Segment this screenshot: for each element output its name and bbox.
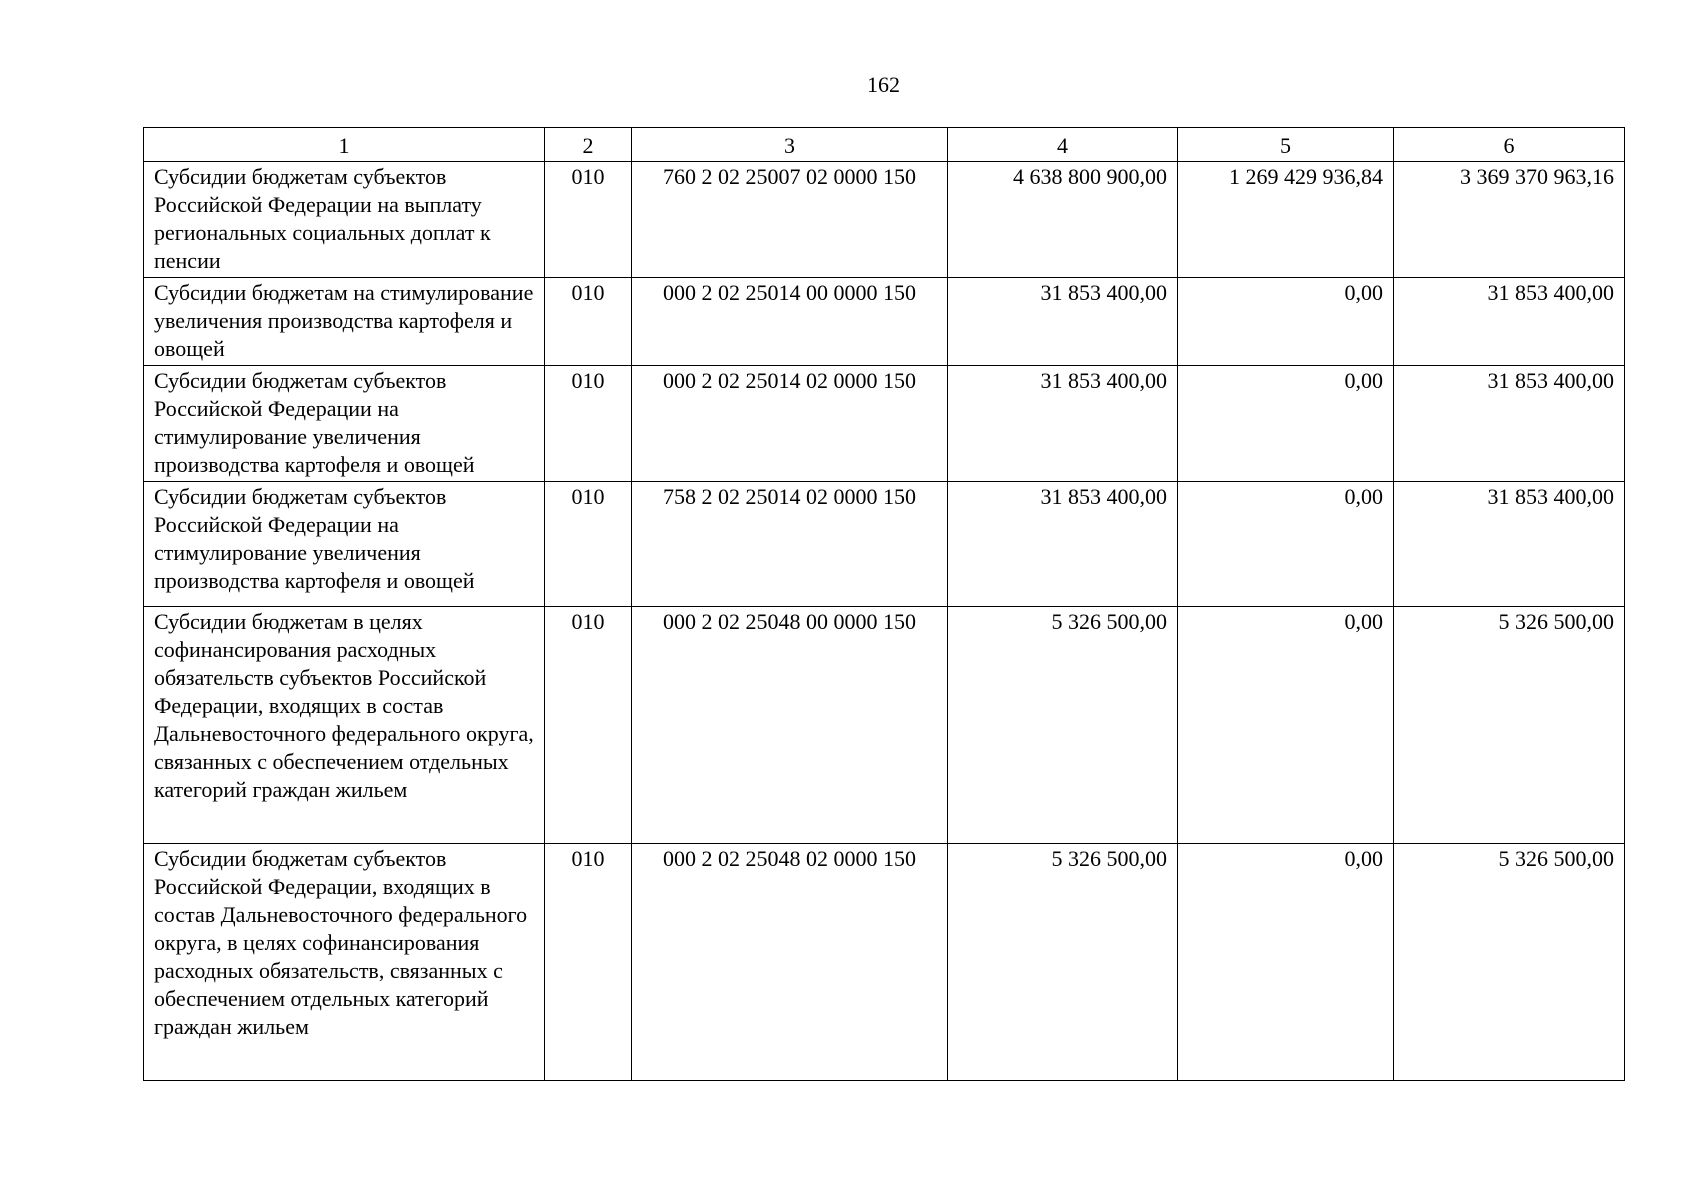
row-code-cell: 010 xyxy=(545,607,632,844)
row-col5-cell: 0,00 xyxy=(1178,844,1394,1081)
row-kbk-cell: 758 2 02 25014 02 0000 150 xyxy=(632,482,948,607)
row-col5-cell: 0,00 xyxy=(1178,366,1394,482)
row-col6-cell: 5 326 500,00 xyxy=(1394,607,1625,844)
row-col6-cell: 31 853 400,00 xyxy=(1394,278,1625,366)
table-row xyxy=(144,278,1625,366)
row-col4-cell: 31 853 400,00 xyxy=(948,482,1178,607)
row-col5-cell: 0,00 xyxy=(1178,607,1394,844)
row-name-cell: Субсидии бюджетам в целях софинансирования расходных обязательств субъектов Российской Федерации, входящих в состав Дальневосточного федерального округа, связанных с обеспечением отдельных категорий граждан жильем xyxy=(144,607,545,844)
table-row xyxy=(144,482,1625,607)
page-number: 162 xyxy=(867,72,900,97)
row-name-cell: Субсидии бюджетам субъектов Российской Федерации на стимулирование увеличения производства картофеля и овощей xyxy=(144,366,545,482)
row-kbk-cell: 000 2 02 25048 00 0000 150 xyxy=(632,607,948,844)
row-col4-cell: 5 326 500,00 xyxy=(948,607,1178,844)
row-col5-cell: 0,00 xyxy=(1178,482,1394,607)
row-col5-cell: 0,00 xyxy=(1178,278,1394,366)
table-row xyxy=(144,844,1625,1081)
row-kbk-cell: 000 2 02 25014 02 0000 150 xyxy=(632,366,948,482)
header-row xyxy=(144,128,1625,162)
row-col4-cell: 4 638 800 900,00 xyxy=(948,162,1178,278)
table-row xyxy=(144,162,1625,278)
column-header-2: 2 xyxy=(545,128,632,162)
row-col6-cell: 3 369 370 963,16 xyxy=(1394,162,1625,278)
row-name-cell: Субсидии бюджетам субъектов Российской Федерации на выплату региональных социальных доплат к пенсии xyxy=(144,162,545,278)
row-code-cell: 010 xyxy=(545,162,632,278)
row-col4-cell: 31 853 400,00 xyxy=(948,366,1178,482)
table-row xyxy=(144,366,1625,482)
column-header-6: 6 xyxy=(1394,128,1625,162)
row-name-cell: Субсидии бюджетам субъектов Российской Федерации, входящих в состав Дальневосточного федерального округа, в целях софинансирования расходных обязательств, связанных с обеспечением отдельных категорий граждан жильем xyxy=(144,844,545,1081)
row-col6-cell: 5 326 500,00 xyxy=(1394,844,1625,1081)
row-code-cell: 010 xyxy=(545,844,632,1081)
row-name-cell: Субсидии бюджетам на стимулирование увеличения производства картофеля и овощей xyxy=(144,278,545,366)
row-col5-cell: 1 269 429 936,84 xyxy=(1178,162,1394,278)
row-col4-cell: 31 853 400,00 xyxy=(948,278,1178,366)
row-kbk-cell: 000 2 02 25014 00 0000 150 xyxy=(632,278,948,366)
column-header-5: 5 xyxy=(1178,128,1394,162)
column-header-1: 1 xyxy=(144,128,545,162)
row-code-cell: 010 xyxy=(545,482,632,607)
column-header-4: 4 xyxy=(948,128,1178,162)
row-col6-cell: 31 853 400,00 xyxy=(1394,366,1625,482)
row-kbk-cell: 760 2 02 25007 02 0000 150 xyxy=(632,162,948,278)
row-col4-cell: 5 326 500,00 xyxy=(948,844,1178,1081)
row-col6-cell: 31 853 400,00 xyxy=(1394,482,1625,607)
column-header-3: 3 xyxy=(632,128,948,162)
budget-table xyxy=(143,127,1625,1081)
row-code-cell: 010 xyxy=(545,366,632,482)
row-name-cell: Субсидии бюджетам субъектов Российской Федерации на стимулирование увеличения производства картофеля и овощей xyxy=(144,482,545,607)
row-code-cell: 010 xyxy=(545,278,632,366)
row-kbk-cell: 000 2 02 25048 02 0000 150 xyxy=(632,844,948,1081)
table-row xyxy=(144,607,1625,844)
